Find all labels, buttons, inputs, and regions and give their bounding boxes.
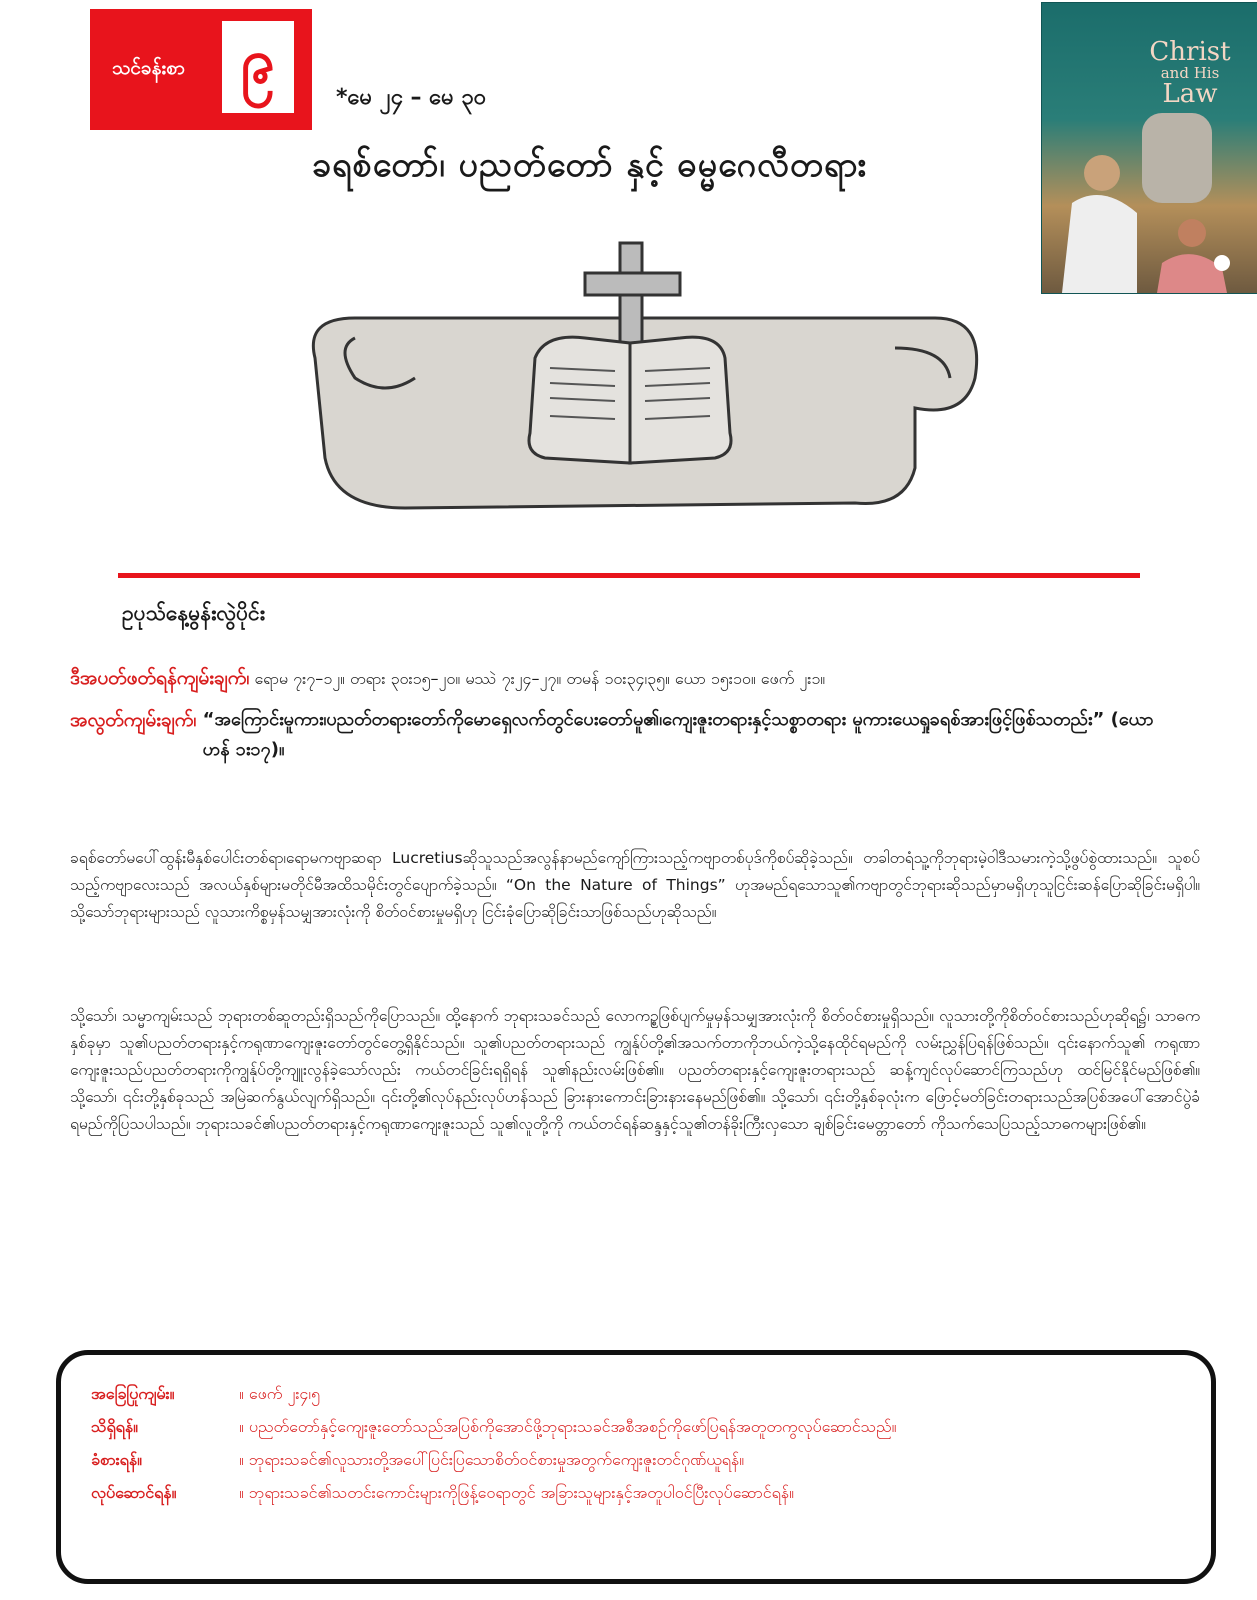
summary-row-know: သိရှိရန်။ ။ ပညတ်တော်နှင့်ကျေးဇူးတော်သည်အပြစ်ကိုအောင်ဖို့ဘုရားသခင်အစီအစဉ်ကိုဖော်ပြရန်အတူတကွလုပ်ဆောင်သည်။ xyxy=(91,1417,897,1436)
memory-text xyxy=(70,705,1200,765)
lesson-label: သင်ခန်းစာ xyxy=(112,56,185,79)
reading-label: ဒီအပတ်ဖတ်ရန်ကျမ်းချက်၊ xyxy=(70,667,250,689)
summary-row-key-text: အခြေပြုကျမ်း။ ။ ဖေက် ၂း၄၊၅ xyxy=(91,1384,320,1403)
page-title: ခရစ်တော်၊ ပညတ်တော် နှင့် ဓမ္မဂေလီတရား xyxy=(312,145,868,185)
intro-paragraph-1: ခရစ်တော်မပေါ်ထွန်းမီနှစ်ပေါင်းတစ်ရာ၊ရောမကဗျာဆရာ Lucretiusဆိုသူသည်အလွန်နာမည်ကျော်ကြားသည့်ကဗျာတစ်ပုဒ်ကိုစပ်ဆိုခဲ့သည်။ တခါတရံသူ့ကိုဘုရားမဲ့ဝါဒီသမားကဲ့သို့ဖွပ်စွဲထားသည်။ သူစပ်သည့်ကဗျာလေးသည် အလယ်နှစ်များမတိုင်မီအထိသမိုင်းတွင်ပျောက်ခဲ့သည်။ “On the Nature of Things” ဟုအမည်ရသောသူ၏ကဗျာတွင်ဘုရားဆိုသည်မှာမရှိဟုသူငြင်းဆန်ပြောဆိုခြင်းမရှိပါ။ သို့သော်ဘုရားများသည် လူသားကိစ္စမှန်သမျှအားလုံးကို စိတ်ဝင်စားမှုမရှိဟု ငြင်းခုံပြောဆိုခြင်းသာဖြစ်သည်ဟုဆိုသည်။ xyxy=(70,849,1200,921)
weekly-reading xyxy=(70,665,1200,692)
summary-row-feel: ခံစားရန်။ ။ ဘုရားသခင်၏လူသားတို့အပေါ်ပြင်းပြသောစိတ်ဝင်စားမှုအတွက်ကျေးဇူးတင်ဂုဏ်ယူရန်။ xyxy=(91,1450,745,1469)
quarterly-cover-image xyxy=(1041,2,1257,294)
section-heading: ဥပုသ်နေ့မွန်းလွဲပိုင်း xyxy=(122,601,266,625)
memory-quote: “အကြောင်းမူကား၊ပညတ်တရားတော်ကိုမောရှေလက်တွင်ပေးတော်မူ၏၊ကျေးဇူးတရားနှင့်သစ္စာတရား မူကားယေရှုခရစ်အားဖြင့်ဖြစ်သတည်း” (ယောဟန် ၁း၁၇)။ xyxy=(202,709,1154,760)
cover-scene xyxy=(1042,93,1257,293)
date-range: *မေ ၂၄ – မေ ၃၀ xyxy=(336,85,487,110)
lesson-number: ၉ xyxy=(222,21,294,113)
summary-box xyxy=(56,1350,1216,1584)
cover-title: Christ and His Law xyxy=(1149,37,1231,109)
section-divider xyxy=(118,573,1140,578)
lesson-badge xyxy=(90,9,312,130)
law-tablets-illustration xyxy=(295,238,995,538)
memory-label: အလွတ်ကျမ်းချက်၊ xyxy=(70,709,197,731)
intro-paragraph-2: သို့သော်၊ သမ္မာကျမ်းသည် ဘုရားတစ်ဆူတည်းရှိသည်ကိုပြောသည်။ ထို့နောက် ဘုရားသခင်သည် လောကဥ္စဖြစ်ပျက်မှုမှန်သမျှအားလုံးကို စိတ်ဝင်စားမှုရှိသည်။ လူသားတို့ကိုစိတ်ဝင်စားသည်ဟုဆိုရ၌၊ သာဓကနှစ်ခုမှာ သူ၏ပညတ်တရားနှင့်ကရုဏာကျေးဇူးတော်တွင်တွေ့ရှိနိုင်သည်။ သူ၏ပညတ်တရားသည် ကျွန်ုပ်တို့၏အသက်တာကိုဘယ်ကဲ့သို့နေထိုင်ရမည်ကို လမ်းညွှန်ပြရန်ဖြစ်သည်။ ၎င်းနောက်သူ၏ ကရုဏာကျေးဇူးသည်ပညတ်တရားကိုကျွန်ုပ်တို့ကျူးလွန်ခဲ့သော်လည်း ကယ်တင်ခြင်းရရှိရန် သူ၏နည်းလမ်းဖြစ်၏။ ပညတ်တရားနှင့်ကျေးဇူးတရားသည် ဆန့်ကျင်လုပ်ဆောင်ကြသည်ဟု ထင်မြင်နိုင်မည်ဖြစ်၏။ သို့သော်၊ ၎င်းတို့နှစ်ခုသည် အမြဲဆက်နွယ်လျက်ရှိသည်။ ၎င်းတို့၏လုပ်နည်းလုပ်ဟန်သည် ခြားနားကောင်းခြားနားနေမည်ဖြစ်၏။ သို့သော်၊ ၎င်းတို့နှစ်ခုလုံးက ဖြောင့်မတ်ခြင်းတရားသည်အပြစ်အပေါ်အောင်ပွဲခံရမည်ကိုပြသပါသည်။ ဘုရားသခင်၏ပညတ်တရားနှင့်ကရုဏာကျေးဇူးသည် သူ၏လူတို့ကို ကယ်တင်ရန်ဆန္ဒနှင့်သူ၏တန်ခိုးကြီးလှသော ချစ်ခြင်းမေတ္တာတော် ကိုသက်သေပြသည့်သာဓကများဖြစ်၏။ xyxy=(70,1007,1200,1133)
reading-refs: ရောမ ၇း၇–၁၂။ တရား ၃၀း၁၅–၂၀။ မဿဲ ၇း၂၄–၂၇။ တမန် ၁၀း၃၄၊၃၅။ ယော ၁၅း၁၀။ ဖေက် ၂း၁။ xyxy=(254,669,826,688)
summary-row-do: လုပ်ဆောင်ရန်။ ။ ဘုရားသခင်၏သတင်းကောင်းများကိုဖြန့်ဝေရာတွင် အခြားသူများနှင့်အတူပါဝင်ပြီးလုပ်ဆောင်ရန်။ xyxy=(91,1483,794,1502)
